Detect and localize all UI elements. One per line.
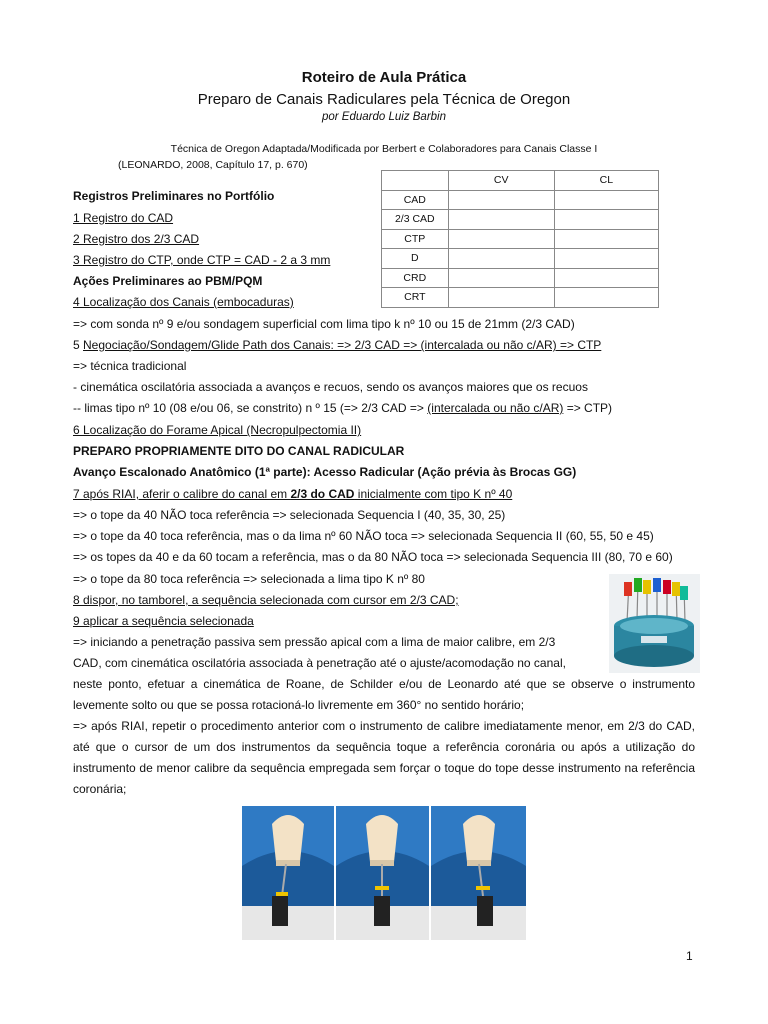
- table-row: [382, 190, 659, 210]
- table-header-cell: CL: [554, 171, 658, 191]
- tooth-illustration: [431, 806, 526, 940]
- step-line: [73, 487, 512, 501]
- document-title: Roteiro de Aula Prática: [301, 69, 467, 86]
- step-line: 6 Localização do Forame Apical (Necropulpectomia II): [73, 423, 362, 437]
- step-number: 5: [73, 338, 84, 352]
- step-text: Negociação/Sondagem/Glide Path dos Canais: => 2/3 CAD => (intercalada ou não c/AR) => CTP: [83, 338, 602, 352]
- tamborel-photo: [609, 574, 700, 673]
- row-label: CRT: [382, 288, 449, 308]
- text-part: 7 após RIAI, aferir o calibre do canal em: [73, 487, 291, 501]
- row-label: CTP: [382, 229, 449, 249]
- document-subtitle: Preparo de Canais Radiculares pela Técnica de Oregon: [197, 91, 571, 108]
- clinical-photo-3: [431, 806, 526, 940]
- tooth-illustration: [336, 806, 429, 940]
- paragraph-line: CAD, com cinemática oscilatória associada à penetração até o ajuste/acomodação no canal,: [73, 656, 566, 670]
- table-row: [382, 249, 659, 269]
- page-number: 1: [686, 949, 693, 963]
- body-line: => técnica tradicional: [73, 359, 187, 373]
- step-line: [73, 338, 601, 352]
- body-line: => o tope da 80 toca referência => selecionada a lima tipo K nº 80: [73, 572, 425, 586]
- text-part: -- limas tipo nº 10 (08 e/ou 06, se constrito) n º 15 (=> 2/3 CAD =>: [73, 401, 428, 415]
- body-line: => os topes da 40 e da 60 tocam a referência, mas o da 80 NÃO toca => selecionada Sequencia III (80, 70 e 60): [73, 550, 673, 564]
- body-line: => o tope da 40 toca referência, mas o da lima nº 60 NÃO toca => selecionada Sequencia II (60, 55, 50 e 45): [73, 529, 654, 543]
- text-part: 2/3 do CAD: [290, 487, 355, 501]
- text-part: (intercalada ou não c/AR): [427, 401, 564, 415]
- section-heading: Registros Preliminares no Portfólio: [73, 189, 275, 203]
- paragraph: => após RIAI, repetir o procedimento anterior com o instrumento de calibre imediatamente menor, em 2/3 do CAD, até que o cursor de um dos instrumentos da sequência toque a referência coronária ou após a utilização do instrumento de menor calibre da sequência empregada sem forçar o toque do tope desse instrumento na referência coronária;: [73, 719, 695, 796]
- row-label: D: [382, 249, 449, 269]
- table-header-cell: [382, 171, 449, 191]
- technique-line: Técnica de Oregon Adaptada/Modificada por Berbert e Colaboradores para Canais Classe I: [170, 143, 598, 155]
- step-line: 1 Registro do CAD: [73, 211, 174, 225]
- row-label: CAD: [382, 190, 449, 210]
- table-row: [382, 288, 659, 308]
- body-line: => com sonda nº 9 e/ou sondagem superficial com lima tipo k nº 10 ou 15 de 21mm (2/3 CAD): [73, 317, 575, 331]
- text-part: => CTP): [563, 401, 613, 415]
- section-heading: PREPARO PROPRIAMENTE DITO DO CANAL RADICULAR: [73, 444, 405, 458]
- clinical-photo-2: [336, 806, 429, 940]
- step-line: 2 Registro dos 2/3 CAD: [73, 232, 200, 246]
- measurement-table: [381, 170, 659, 308]
- step-line: 3 Registro do CTP, onde CTP = CAD - 2 a 3 mm: [73, 253, 331, 267]
- row-label: 2/3 CAD: [382, 210, 449, 230]
- document-author: por Eduardo Luiz Barbin: [321, 111, 447, 123]
- body-line: - cinemática oscilatória associada a avanços e recuos, sendo os avanços maiores que os recuos: [73, 380, 588, 394]
- table-header-row: [382, 171, 659, 191]
- text-part: inicialmente com tipo K nº 40: [354, 487, 513, 501]
- section-heading: Avanço Escalonado Anatômico (1ª parte): Acesso Radicular (Ação prévia às Brocas GG): [73, 465, 577, 479]
- table-header-cell: CV: [448, 171, 554, 191]
- body-line: [73, 401, 612, 415]
- step-line: 4 Localização dos Canais (embocaduras): [73, 295, 294, 309]
- section-heading: Ações Preliminares ao PBM/PQM: [73, 274, 263, 288]
- table-row: [382, 268, 659, 288]
- step-line: 9 aplicar a sequência selecionada: [73, 614, 254, 628]
- paragraph-line: => iniciando a penetração passiva sem pressão apical com a lima de maior calibre, em 2/3: [73, 635, 556, 649]
- step-line: 8 dispor, no tamborel, a sequência selecionada com cursor em 2/3 CAD;: [73, 593, 459, 607]
- reference-line: (LEONARDO, 2008, Capítulo 17, p. 670): [118, 159, 308, 171]
- row-label: CRD: [382, 268, 449, 288]
- table-row: [382, 210, 659, 230]
- body-line: => o tope da 40 NÃO toca referência => selecionada Sequencia I (40, 35, 30, 25): [73, 508, 506, 522]
- tamborel-illustration: [609, 574, 700, 673]
- clinical-photo-1: [242, 806, 334, 940]
- tooth-illustration: [242, 806, 334, 940]
- paragraph: neste ponto, efetuar a cinemática de Roane, de Schilder e/ou de Leonardo até que se observe o instrumento levemente solto ou que se possa rotacioná-lo livremente em 360° no sentido horário;: [73, 677, 695, 712]
- table-row: [382, 229, 659, 249]
